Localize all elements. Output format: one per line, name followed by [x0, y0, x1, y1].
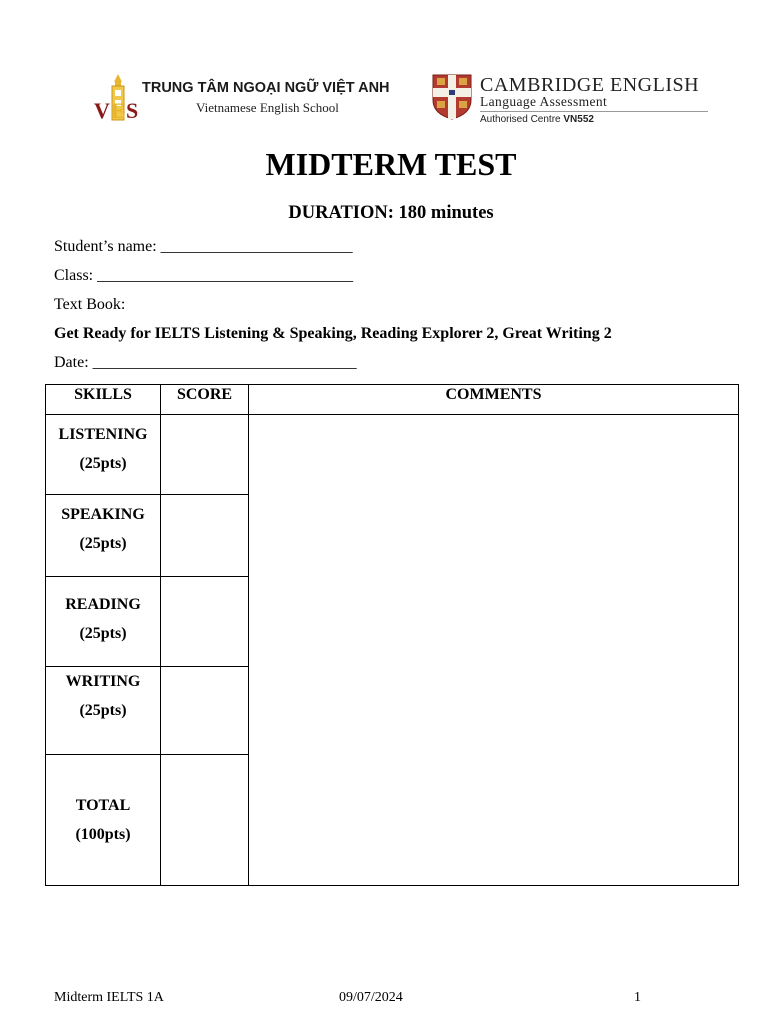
svg-text:V: V — [94, 98, 110, 122]
header-skills: SKILLS — [46, 385, 161, 415]
centre-label: Authorised Centre — [480, 114, 561, 125]
page-title: MIDTERM TEST — [265, 146, 517, 182]
class-field: Class: ________________________________ — [54, 267, 354, 284]
cambridge-centre — [480, 114, 594, 125]
skill-name: TOTAL — [75, 797, 131, 814]
cambridge-shield-icon — [432, 74, 472, 120]
student-name-field: Student’s name: ________________________ — [54, 238, 353, 255]
skill-points: (25pts) — [79, 535, 127, 552]
skill-points: (100pts) — [75, 826, 131, 843]
text-book-label: Text Book: — [54, 296, 126, 313]
score-cell[interactable] — [161, 755, 249, 886]
skill-name: LISTENING — [58, 426, 148, 443]
skill-cell — [46, 577, 161, 667]
table-row — [46, 415, 739, 495]
cambridge-title: CAMBRIDGE ENGLISH — [480, 74, 700, 96]
duration: DURATION: 180 minutes — [288, 203, 494, 223]
cambridge-subtitle: Language Assessment — [480, 94, 608, 109]
table-header-row — [46, 385, 739, 415]
ves-tower-logo-icon — [92, 72, 144, 122]
svg-text:S: S — [126, 98, 139, 122]
comments-cell[interactable] — [249, 415, 739, 886]
skill-points: (25pts) — [79, 625, 127, 642]
cambridge-divider — [480, 111, 708, 112]
score-table — [45, 384, 739, 886]
skill-name: SPEAKING — [61, 506, 145, 523]
ves-title: TRUNG TÂM NGOẠI NGỮ VIỆT ANH — [142, 80, 390, 96]
skill-cell — [46, 667, 161, 755]
skill-cell — [46, 755, 161, 886]
score-cell[interactable] — [161, 415, 249, 495]
header-comments: COMMENTS — [249, 385, 739, 415]
skill-name: READING — [65, 596, 141, 613]
page-number: 1 — [634, 990, 641, 1005]
text-books: Get Ready for IELTS Listening & Speaking, Reading Explorer 2, Great Writing 2 — [54, 325, 612, 342]
footer-date: 09/07/2024 — [339, 990, 403, 1005]
score-cell[interactable] — [161, 667, 249, 755]
skill-cell — [46, 415, 161, 495]
skill-name: WRITING — [65, 673, 141, 690]
cambridge-logo — [432, 72, 717, 128]
ves-subtitle: Vietnamese English School — [196, 100, 339, 115]
ves-logo — [92, 70, 412, 126]
skill-points: (25pts) — [79, 702, 127, 719]
skill-cell — [46, 495, 161, 577]
svg-text:E: E — [111, 98, 126, 122]
score-cell[interactable] — [161, 495, 249, 577]
footer-left: Midterm IELTS 1A — [54, 990, 164, 1005]
header-logos — [0, 70, 768, 130]
centre-code: VN552 — [563, 114, 594, 125]
header-score: SCORE — [161, 385, 249, 415]
skill-points: (25pts) — [79, 455, 127, 472]
score-cell[interactable] — [161, 577, 249, 667]
date-field: Date: _________________________________ — [54, 354, 357, 371]
